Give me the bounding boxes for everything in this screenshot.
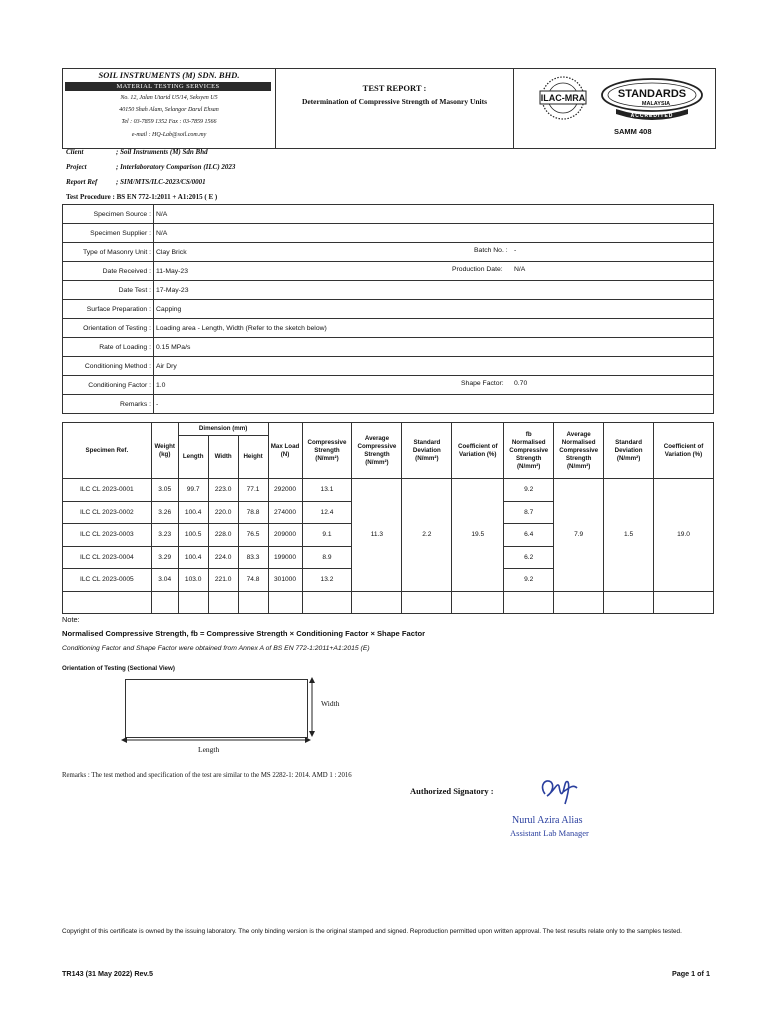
note-annex: Conditioning Factor and Shape Factor were obtained from Annex A of BS EN 772-1:2011+A1:2015 (E)	[62, 645, 370, 652]
report-subtitle: Determination of Compressive Strength of Masonry Units	[301, 97, 488, 106]
weight: 3.26	[151, 501, 178, 524]
info-label: Conditioning Method :	[63, 357, 154, 376]
empty-cell	[302, 591, 352, 614]
width: 221.0	[208, 569, 238, 592]
client-value: ; Soil Instruments (M) Sdn Bhd	[116, 148, 208, 156]
report-ref-label: Report Ref	[66, 178, 98, 186]
col-compressive-strength: Compressive Strength (N/mm²)	[302, 423, 352, 479]
weight: 3.23	[151, 524, 178, 547]
ilac-mra-logo	[532, 73, 594, 123]
normalised-strength: 6.2	[504, 546, 554, 569]
empty-cell	[268, 591, 302, 614]
test-procedure: Test Procedure : BS EN 772-1:2011 + A1:2015 ( E )	[66, 193, 218, 201]
production-date-value: N/A	[514, 266, 526, 273]
height: 74.8	[238, 569, 268, 592]
normalised-strength: 6.4	[504, 524, 554, 547]
empty-cell	[63, 591, 152, 614]
accreditation-block	[514, 69, 715, 148]
specimen-ref: ILC CL 2023-0004	[63, 546, 152, 569]
info-label: Remarks :	[63, 395, 154, 414]
col-coefficient-of-variation: Coefficient of Variation (%)	[452, 423, 504, 479]
specimen-ref: ILC CL 2023-0003	[63, 524, 152, 547]
standards-logo-text: STANDARDS	[617, 88, 687, 100]
specimen-info-row	[63, 224, 714, 243]
accredited-band-text: ACCREDITED	[630, 113, 674, 119]
info-value-cell	[154, 262, 714, 281]
shape-factor-label: Shape Factor:	[461, 380, 504, 387]
empty-cell	[554, 591, 604, 614]
lab-email: e-mail : HQ-Lab@soil.com.my	[131, 132, 207, 138]
specimen-ref: ILC CL 2023-0001	[63, 479, 152, 502]
empty-cell	[604, 591, 654, 614]
info-value: 1.0	[156, 381, 166, 389]
results-table	[62, 422, 714, 614]
table-row	[63, 479, 714, 502]
average-normalised-strength: 7.9	[554, 479, 604, 592]
empty-cell	[352, 591, 402, 614]
empty-cell	[238, 591, 268, 614]
note-formula: Normalised Compressive Strength, fb = Compressive Strength × Conditioning Factor × Shape Factor	[62, 629, 426, 638]
info-value: 17-May-23	[154, 281, 714, 300]
average-compressive-strength: 11.3	[352, 479, 402, 592]
max-load: 301000	[268, 569, 302, 592]
info-value-cell	[154, 243, 714, 262]
compressive-strength: 9.1	[302, 524, 352, 547]
empty-cell	[654, 591, 714, 614]
info-label: Specimen Supplier :	[63, 224, 154, 243]
empty-cell	[452, 591, 504, 614]
info-label: Date Received :	[63, 262, 154, 281]
report-title: TEST REPORT :	[362, 83, 427, 93]
project-label: Project	[66, 163, 87, 171]
info-value: N/A	[154, 224, 714, 243]
specimen-info-row	[63, 319, 714, 338]
standard-deviation: 2.2	[402, 479, 452, 592]
col-normalised-compressive-strength	[504, 423, 554, 479]
weight: 3.05	[151, 479, 178, 502]
specimen-info-row	[63, 376, 714, 395]
compressive-strength: 12.4	[302, 501, 352, 524]
batch-no-value: -	[514, 247, 517, 254]
specimen-info-row	[63, 205, 714, 224]
width: 220.0	[208, 501, 238, 524]
info-value: Clay Brick	[156, 248, 187, 256]
max-load: 209000	[268, 524, 302, 547]
results-header-row	[63, 423, 714, 436]
info-value-cell	[154, 376, 714, 395]
length-dimension-arrow	[120, 735, 312, 745]
length: 103.0	[178, 569, 208, 592]
info-label: Rate of Loading :	[63, 338, 154, 357]
report-header	[62, 68, 716, 149]
specimen-ref: ILC CL 2023-0005	[63, 569, 152, 592]
accreditation-number: SAMM 408	[614, 127, 652, 136]
col-average-compressive-strength: Average Compressive Strength (N/mm²)	[352, 423, 402, 479]
standards-malaysia-logo	[596, 75, 708, 121]
info-value: 11-May-23	[156, 267, 188, 275]
col-specimen-ref: Specimen Ref.	[63, 423, 152, 479]
col-weight: Weight (kg)	[151, 423, 178, 479]
col-standard-deviation: Standard Deviation (N/mm²)	[402, 423, 452, 479]
width: 223.0	[208, 479, 238, 502]
empty-cell	[151, 591, 178, 614]
note-label: Note:	[62, 615, 80, 624]
specimen-info-row	[63, 262, 714, 281]
height: 83.3	[238, 546, 268, 569]
orientation-title: Orientation of Testing (Sectional View)	[62, 665, 175, 672]
lab-division: MATERIAL TESTING SERVICES	[65, 82, 271, 91]
specimen-info-row	[63, 281, 714, 300]
max-load: 274000	[268, 501, 302, 524]
info-value: Capping	[154, 300, 714, 319]
table-row-empty	[63, 591, 714, 614]
compressive-strength: 13.1	[302, 479, 352, 502]
info-value: Loading area - Length, Width (Refer to the sketch below)	[154, 319, 714, 338]
remarks-text: Remarks : The test method and specification of the test are similar to the MS 2282-1: 2014. AMD 1 : 2016	[62, 772, 352, 779]
col-standard-deviation-2: Standard Deviation (N/mm²)	[604, 423, 654, 479]
project-value: ; Interlaboratory Comparison (ILC) 2023	[116, 163, 236, 171]
col-coefficient-of-variation-2: Coefficient of Variation (%)	[654, 423, 714, 479]
weight: 3.29	[151, 546, 178, 569]
normalised-strength: 9.2	[504, 569, 554, 592]
orientation-sketch-rect	[125, 679, 308, 738]
info-value: -	[154, 395, 714, 414]
height: 76.5	[238, 524, 268, 547]
info-label: Date Test :	[63, 281, 154, 300]
empty-cell	[178, 591, 208, 614]
length: 100.4	[178, 501, 208, 524]
lab-address-line-1: No. 12, Jalan Utarid U5/14, Seksyen U5	[120, 95, 218, 101]
empty-cell	[504, 591, 554, 614]
width-dimension-arrow	[306, 676, 320, 740]
fb-symbol: fb	[525, 430, 532, 438]
client-label: Client	[66, 148, 84, 156]
info-value: 0.15 MPa/s	[154, 338, 714, 357]
info-label: Conditioning Factor :	[63, 376, 154, 395]
specimen-ref: ILC CL 2023-0002	[63, 501, 152, 524]
width-label: Width	[321, 699, 340, 708]
production-date-label: Production Date:	[452, 266, 503, 273]
col-length: Length	[178, 436, 208, 479]
height: 78.8	[238, 501, 268, 524]
col-max-load: Max Load (N)	[268, 423, 302, 479]
compressive-strength: 8.9	[302, 546, 352, 569]
info-value: Air Dry	[154, 357, 714, 376]
standards-logo-subtext: MALAYSIA	[641, 101, 671, 107]
length-label: Length	[198, 745, 220, 754]
length: 99.7	[178, 479, 208, 502]
lab-address-line-2: 40150 Shah Alam, Selangor Darul Ehsan	[119, 107, 219, 113]
signatory-label: Authorized Signatory :	[410, 786, 494, 796]
length: 100.4	[178, 546, 208, 569]
normalised-strength: 8.7	[504, 501, 554, 524]
copyright-text: Copyright of this certificate is owned by the issuing laboratory. The only binding version is the original stamped and signed. Reproduction permitted upon written approval. The test results relate only to the samples tested.	[62, 928, 682, 935]
info-label: Orientation of Testing :	[63, 319, 154, 338]
signature-image	[535, 772, 583, 810]
weight: 3.04	[151, 569, 178, 592]
info-label: Specimen Source :	[63, 205, 154, 224]
length: 100.5	[178, 524, 208, 547]
empty-cell	[208, 591, 238, 614]
specimen-info-row	[63, 243, 714, 262]
specimen-info-row	[63, 338, 714, 357]
normalised-header-text: Normalised Compressive Strength (N/mm²)	[509, 438, 549, 470]
coefficient-of-variation: 19.5	[452, 479, 504, 592]
signatory-name: Nurul Azira Alias	[512, 815, 583, 826]
lab-info-block	[63, 69, 276, 148]
normalised-strength: 9.2	[504, 479, 554, 502]
specimen-info-row	[63, 300, 714, 319]
shape-factor-value: 0.70	[514, 380, 528, 387]
width: 228.0	[208, 524, 238, 547]
max-load: 292000	[268, 479, 302, 502]
info-label: Type of Masonry Unit :	[63, 243, 154, 262]
height: 77.1	[238, 479, 268, 502]
specimen-info-row	[63, 395, 714, 414]
lab-phone: Tel : 03-7859 1352 Fax : 03-7859 1566	[121, 119, 217, 125]
form-reference: TR143 (31 May 2022) Rev.5	[62, 969, 153, 978]
report-ref-value: ; SIM/MTS/ILC-2023/CS/0001	[116, 178, 206, 186]
col-average-normalised-strength: Average Normalised Compressive Strength (N/mm²)	[554, 423, 604, 479]
lab-name: SOIL INSTRUMENTS (M) SDN. BHD.	[98, 70, 240, 80]
page-number: Page 1 of 1	[672, 969, 710, 978]
info-value: N/A	[154, 205, 714, 224]
info-label: Surface Preparation :	[63, 300, 154, 319]
col-height: Height	[238, 436, 268, 479]
col-dimension: Dimension (mm)	[178, 423, 268, 436]
batch-no-label: Batch No. :	[474, 247, 508, 254]
empty-cell	[402, 591, 452, 614]
standard-deviation-normalised: 1.5	[604, 479, 654, 592]
coefficient-of-variation-normalised: 19.0	[654, 479, 714, 592]
report-title-block	[276, 69, 514, 148]
specimen-info-table	[62, 204, 714, 414]
signatory-title: Assistant Lab Manager	[510, 828, 589, 838]
max-load: 199000	[268, 546, 302, 569]
ilac-mra-logo-text: ILAC-MRA	[540, 93, 586, 103]
col-width: Width	[208, 436, 238, 479]
compressive-strength: 13.2	[302, 569, 352, 592]
width: 224.0	[208, 546, 238, 569]
specimen-info-row	[63, 357, 714, 376]
